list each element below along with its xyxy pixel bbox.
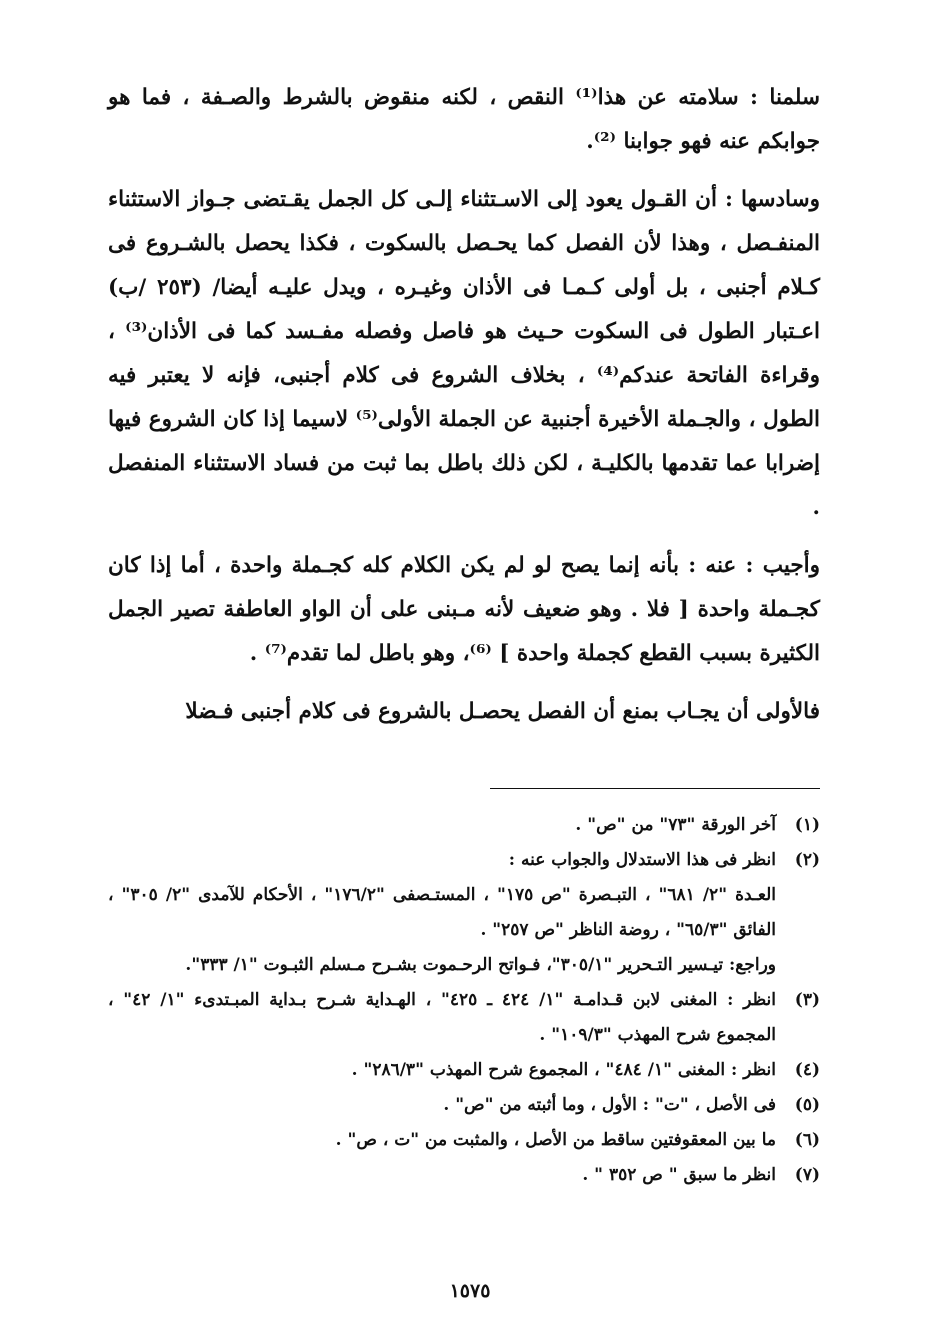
footnotes [108, 808, 820, 1193]
footnote-line: انظر : المغنى "١/ ٤٨٤" ، المجموع شرح المهذب "٢٨٦/٣" . [351, 1060, 776, 1080]
footnote-line: وراجع: تيـسير التـحرير "٣٠٥/١"، فـواتح الرحـموت بشـرح مـسلم الثبـوت "١/ ٣٣٣". [185, 955, 776, 975]
footnote-number: (١) [794, 815, 820, 835]
footnote-number: (٥) [794, 1095, 820, 1115]
footnote-line: انظر : المغنى لابن قـدامـة "١/ ٤٢٤ ـ ٤٢٥" ، الهـداية شـرح بـداية المبـتدىء "١/ ٤٢" ، المجموع شرح المهذب "١٠٩/٣" . [108, 990, 776, 1045]
footnote-7 [108, 1158, 820, 1193]
footnote-text [108, 843, 776, 983]
footnote-number: (٣) [794, 990, 820, 1010]
footnote-1 [108, 808, 820, 843]
footnote-line: العـدة "٢/ ٦٨١" ، التبـصرة "ص ١٧٥" ، المستـصفى "١٧٦/٢" ، الأحكام للآمدى "٢/ ٣٠٥" ، الفائق "٦٥/٣" ، روضة الناظر "ص ٢٥٧" . [108, 885, 777, 940]
page-number: ١٥٧٥ [449, 1280, 491, 1302]
footnote-5 [108, 1088, 820, 1123]
footnote-line: آخر الورقة "٧٣" من "ص" . [575, 815, 776, 835]
footnote-text [108, 808, 776, 843]
paragraph-3: وأجيب : عنه : بأنه إنما يصح لو لم يكن الكلام كله كجـملة واحدة ، أما إذا كان كجـملة واحدة [ فلا . وهو ضعيف لأنه مـبنى على أن الواو العاطفة تصير الجمل الكثيرة بسبب القطع كجملة واحدة ] ⁽⁶⁾، وهو باطل لما تقدم⁽⁷⁾ . [108, 553, 820, 666]
footnote-number: (٦) [794, 1130, 820, 1150]
footnote-number: (٧) [794, 1165, 820, 1185]
footnote-line: فى الأصل ، "ت" : الأول ، وما أثبته من "ص" . [443, 1095, 776, 1115]
footnote-text [108, 1053, 776, 1088]
footnote-number: (٤) [794, 1060, 820, 1080]
footnote-6 [108, 1123, 820, 1158]
footnote-4 [108, 1053, 820, 1088]
footnote-text [108, 1088, 776, 1123]
footnote-text [108, 1123, 776, 1158]
footnote-number: (٢) [794, 850, 820, 870]
footnote-divider [490, 788, 820, 789]
main-text [108, 76, 820, 748]
paragraph-2: وسادسها : أن القـول يعود إلى الاسـتثناء إلـى كل الجمل يقـتضى جـواز الاستثناء المنفـصل ، وهذا لأن الفصل كما يحـصل بالسكوت ، فكذا يحصل بالشـروع فى كـلام أجنبى ، بل أولى كـمـا فى الأذان وغيـره ، ويدل عليـه أيضا/ (٢٥٣ /ب) اعـتبار الطول فى السكوت حـيث هو فاصل وفصله مفـسد كما فى الأذان⁽³⁾ ، وقراءة الفاتحة عندكم⁽⁴⁾ ، بخلاف الشروع فى كلام أجنبى، فإنه لا يعتبر فيه الطول ، والجـملة الأخيرة أجنبية عن الجملة الأولى⁽⁵⁾ لاسيما إذا كان الشروع فيها إضرابا عما تقدمها بالكليـة ، لكن ذلك باطل بما ثبت من فساد الاستثناء المنفصل . [108, 187, 821, 520]
footnote-line: انظر فى هذا الاستدلال والجواب عنه : [508, 850, 776, 870]
footnote-text [108, 983, 776, 1053]
footnote-2 [108, 843, 820, 983]
footnote-line: ما بين المعقوفتين ساقط من الأصل ، والمثبت من "ت ، ص" . [335, 1130, 776, 1150]
footnote-text [108, 1158, 776, 1193]
paragraph-4: فالأولى أن يجـاب بمنع أن الفصل يحصـل بالشروع فى كلام أجنبى فـضلا [185, 699, 820, 724]
paragraph-1: سلمنا : سلامته عن هذا⁽¹⁾ النقص ، لكنه منقوض بالشرط والصـفة ، فما هو جوابكم عنه فهو جوابنا ⁽²⁾. [108, 85, 820, 154]
footnote-line: انظر ما سبق " ص ٣٥٢ " . [582, 1165, 776, 1185]
footnote-3 [108, 983, 820, 1053]
